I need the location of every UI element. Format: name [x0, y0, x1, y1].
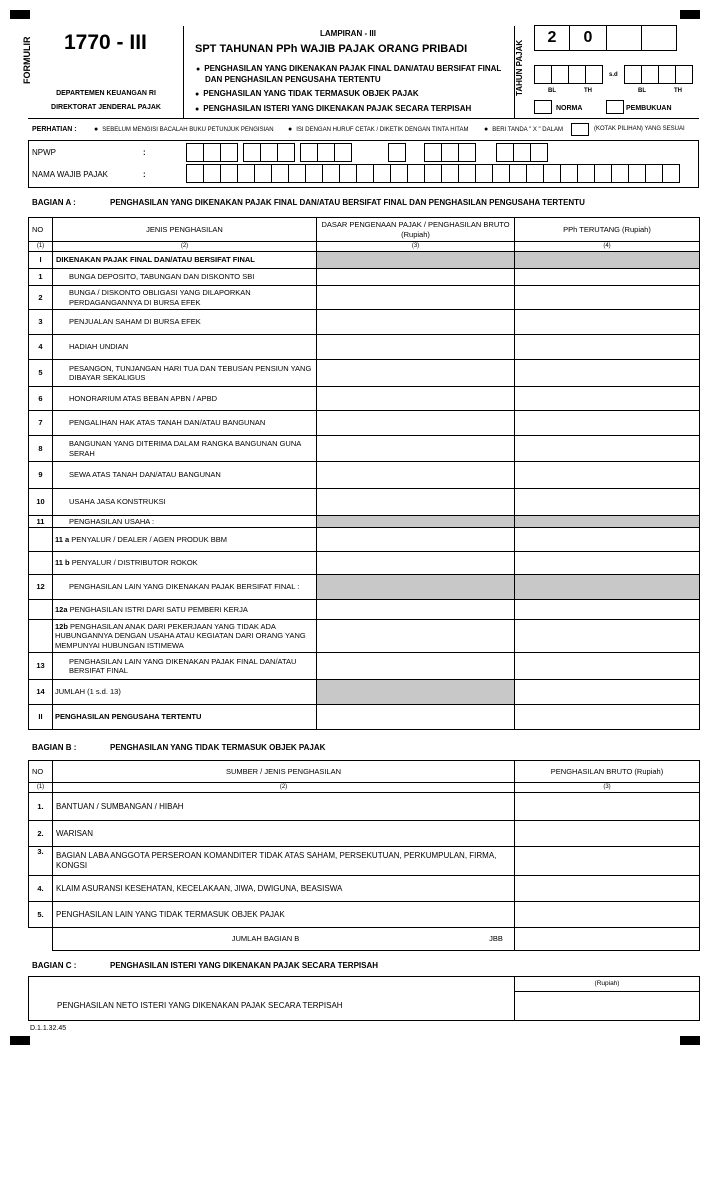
row-text: PENGALIHAN HAK ATAS TANAH DAN/ATAU BANGUNAN — [53, 411, 317, 436]
npwp-boxes[interactable] — [186, 143, 237, 162]
row-no: 2. — [29, 821, 53, 847]
amount-field[interactable] — [317, 705, 515, 730]
amount-field[interactable] — [317, 600, 515, 620]
row-text: WARISAN — [53, 821, 515, 847]
col-number: (2) — [53, 242, 317, 252]
table-row — [29, 552, 700, 575]
amount-field[interactable] — [317, 286, 515, 310]
shaded-cell — [317, 252, 515, 269]
row-no-blank — [29, 528, 53, 552]
registration-mark — [10, 1036, 30, 1045]
form-code: D.1.1.32.45 — [30, 1025, 67, 1032]
bagian-c-title: PENGHASILAN ISTERI YANG DIKENAKAN PAJAK SECARA TERPISAH — [110, 961, 379, 970]
table-row — [29, 600, 700, 620]
col-number: (2) — [53, 783, 515, 793]
table-row — [29, 310, 700, 335]
year-digit-box[interactable]: 0 — [569, 25, 607, 51]
period-label: TH — [674, 88, 682, 94]
row-text: BAGIAN LABA ANGGOTA PERSEROAN KOMANDITER TIDAK ATAS SAHAM, PERSEKUTUAN, PERKUMPULAN, FIRMA, KONGSI — [53, 847, 515, 876]
amount-field[interactable] — [317, 310, 515, 335]
row-no-blank — [29, 620, 53, 653]
norma-label: NORMA — [556, 105, 583, 112]
row-text: 11 a PENYALUR / DEALER / AGEN PRODUK BBM — [53, 528, 317, 552]
row-no: 10 — [29, 489, 53, 516]
colon: : — [143, 170, 146, 179]
row-no: 12 — [29, 575, 53, 600]
bullet-item: ● PENGHASILAN ISTERI YANG DIKENAKAN PAJAK SECARA TERPISAH — [195, 104, 507, 115]
registration-mark — [680, 10, 700, 19]
row-no: 9 — [29, 462, 53, 489]
row-text: PESANGON, TUNJANGAN HARI TUA DAN TEBUSAN PENSIUN YANG DIBAYAR SEKALIGUS — [53, 360, 317, 387]
col-number: (3) — [317, 242, 515, 252]
row-no: 3. — [29, 847, 53, 876]
row-no: I — [29, 252, 53, 269]
total-row — [29, 928, 700, 951]
amount-field[interactable] — [515, 653, 700, 680]
table-row — [29, 705, 700, 730]
period-label: BL — [638, 88, 646, 94]
bagian-a-title: PENGHASILAN YANG DIKENAKAN PAJAK FINAL DAN/ATAU BERSIFAT FINAL DAN PENGHASILAN PENGUSAHA TERTENTU — [110, 198, 585, 207]
bullet-item: ● PENGHASILAN YANG TIDAK TERMASUK OBJEK PAJAK — [195, 89, 507, 100]
row-text: HONORARIUM ATAS BEBAN APBN / APBD — [53, 387, 317, 411]
amount-field[interactable] — [515, 876, 700, 902]
col-header: PENGHASILAN BRUTO (Rupiah) — [515, 761, 700, 783]
table-row — [29, 876, 700, 902]
table-row — [29, 411, 700, 436]
table-row — [29, 575, 700, 600]
shaded-cell — [317, 516, 515, 528]
table-row — [29, 489, 700, 516]
table-row — [29, 992, 700, 1021]
period-end-boxes[interactable] — [624, 65, 692, 84]
directorate: DIREKTORAT JENDERAL PAJAK — [51, 104, 161, 111]
bagian-b-table — [28, 760, 700, 951]
row-text: 12a PENGHASILAN ISTRI DARI SATU PEMBERI KERJA — [53, 600, 317, 620]
notice-item: ● SEBELUM MENGISI BACALAH BUKU PETUNJUK PENGISIAN — [94, 126, 274, 133]
registration-mark — [10, 10, 30, 19]
bagian-b-label: BAGIAN B : — [32, 743, 77, 752]
total-code: JBB — [489, 934, 503, 944]
table-row — [29, 793, 700, 821]
npwp-label: NPWP — [32, 148, 56, 157]
table-row — [29, 335, 700, 360]
amount-field[interactable] — [317, 360, 515, 387]
table-row — [29, 387, 700, 411]
header-bullets — [195, 64, 507, 114]
amount-field[interactable] — [317, 387, 515, 411]
table-row — [29, 680, 700, 705]
row-text: PENGHASILAN LAIN YANG TIDAK TERMASUK OBJEK PAJAK — [53, 902, 515, 928]
row-text: PENGHASILAN USAHA : — [53, 516, 317, 528]
table-row — [29, 847, 700, 876]
row-text: KLAIM ASURANSI KESEHATAN, KECELAKAAN, JIWA, DWIGUNA, BEASISWA — [53, 876, 515, 902]
shaded-cell — [515, 252, 700, 269]
blank-cell — [29, 977, 515, 992]
bagian-a-table — [28, 217, 700, 730]
row-no: II — [29, 705, 53, 730]
row-no-blank — [29, 600, 53, 620]
amount-field[interactable] — [515, 793, 700, 821]
amount-field[interactable] — [317, 462, 515, 489]
amount-field[interactable] — [515, 387, 700, 411]
notice-item: ● BERI TANDA " X " DALAM — [484, 126, 563, 133]
period-separator: s.d — [609, 72, 618, 78]
row-no: 7 — [29, 411, 53, 436]
colon: : — [143, 148, 146, 157]
amount-field[interactable] — [317, 620, 515, 653]
amount-field[interactable] — [317, 335, 515, 360]
row-text: JUMLAH (1 s.d. 13) — [53, 680, 317, 705]
amount-field[interactable] — [515, 462, 700, 489]
period-label: TH — [584, 88, 592, 94]
row-text: PENGHASILAN LAIN YANG DIKENAKAN PAJAK FINAL DAN/ATAU BERSIFAT FINAL — [53, 653, 317, 680]
amount-field[interactable] — [515, 902, 700, 928]
row-no: 5. — [29, 902, 53, 928]
notice-label: PERHATIAN : — [32, 126, 77, 133]
amount-field[interactable] — [515, 411, 700, 436]
row-text: BUNGA / DISKONTO OBLIGASI YANG DILAPORKAN PERDAGANGANNYA DI BURSA EFEK — [53, 286, 317, 310]
row-no: 8 — [29, 436, 53, 462]
row-text: SEWA ATAS TANAH DAN/ATAU BANGUNAN — [53, 462, 317, 489]
amount-field[interactable] — [515, 620, 700, 653]
table-row — [29, 821, 700, 847]
npwp-boxes[interactable] — [424, 143, 475, 162]
amount-field[interactable] — [515, 310, 700, 335]
period-label: BL — [548, 88, 556, 94]
row-text: PENJUALAN SAHAM DI BURSA EFEK — [53, 310, 317, 335]
row-no: 4 — [29, 335, 53, 360]
amount-field[interactable] — [317, 269, 515, 286]
total-amount-field[interactable] — [515, 928, 700, 951]
table-row — [29, 436, 700, 462]
total-label: JUMLAH BAGIAN B — [231, 934, 300, 944]
row-text: BANTUAN / SUMBANGAN / HIBAH — [53, 793, 515, 821]
bagian-b-title: PENGHASILAN YANG TIDAK TERMASUK OBJEK PAJAK — [110, 743, 326, 752]
amount-field[interactable] — [515, 847, 700, 876]
amount-field[interactable] — [317, 528, 515, 552]
form-title: SPT TAHUNAN PPh WAJIB PAJAK ORANG PRIBADI — [195, 43, 468, 55]
department: DEPARTEMEN KEUANGAN RI — [56, 90, 156, 97]
row-no-blank — [29, 552, 53, 575]
table-row — [29, 902, 700, 928]
pembukuan-label: PEMBUKUAN — [626, 105, 672, 112]
row-text: 12b PENGHASILAN ANAK DARI PEKERJAAN YANG TIDAK ADA HUBUNGANNYA DENGAN USAHA ATAU KEGIATAN DARI ORANG YANG MEMPUNYAI HUBUNGAN ISTIMEWA — [53, 620, 317, 653]
registration-mark — [680, 1036, 700, 1045]
row-no: 13 — [29, 653, 53, 680]
total-label-cell — [53, 928, 515, 951]
row-no: 1 — [29, 269, 53, 286]
amount-field[interactable] — [515, 528, 700, 552]
lampiran-label: LAMPIRAN - III — [320, 29, 376, 38]
divider — [28, 118, 699, 119]
amount-field[interactable] — [317, 552, 515, 575]
row-no: 2 — [29, 286, 53, 310]
npwp-boxes[interactable] — [388, 143, 405, 162]
npwp-boxes[interactable] — [243, 143, 294, 162]
row-text: BUNGA DEPOSITO, TABUNGAN DAN DISKONTO SBI — [53, 269, 317, 286]
table-row — [29, 360, 700, 387]
amount-field[interactable] — [515, 680, 700, 705]
amount-field[interactable] — [515, 821, 700, 847]
row-no: 11 — [29, 516, 53, 528]
year-digit-box[interactable] — [641, 25, 677, 51]
table-row — [29, 528, 700, 552]
col-header: NO — [29, 761, 53, 783]
row-text: HADIAH UNDIAN — [53, 335, 317, 360]
col-header: JENIS PENGHASILAN — [53, 218, 317, 242]
row-text: PENGHASILAN LAIN YANG DIKENAKAN PAJAK BERSIFAT FINAL : — [53, 575, 317, 600]
amount-field[interactable] — [317, 489, 515, 516]
col-number: (1) — [29, 783, 53, 793]
col-header: NO — [29, 218, 53, 242]
col-header: DASAR PENGENAAN PAJAK / PENGHASILAN BRUTO (Rupiah) — [317, 218, 515, 242]
row-text: PENGHASILAN NETO ISTERI YANG DIKENAKAN PAJAK SECARA TERPISAH — [29, 992, 515, 1021]
npwp-boxes[interactable] — [300, 143, 351, 162]
pembukuan-checkbox[interactable] — [606, 100, 624, 114]
amount-field[interactable] — [317, 653, 515, 680]
col-header: SUMBER / JENIS PENGHASILAN — [53, 761, 515, 783]
amount-field[interactable] — [515, 552, 700, 575]
notice-item: ● ISI DENGAN HURUF CETAK / DIKETIK DENGAN TINTA HITAM — [288, 126, 468, 133]
table-row — [29, 286, 700, 310]
col-header: PPh TERUTANG (Rupiah) — [515, 218, 700, 242]
amount-field[interactable] — [515, 360, 700, 387]
row-no: 6 — [29, 387, 53, 411]
shaded-cell — [317, 575, 515, 600]
amount-field[interactable] — [515, 335, 700, 360]
nama-label: NAMA WAJIB PAJAK — [32, 170, 109, 179]
shaded-cell — [317, 680, 515, 705]
amount-field[interactable] — [515, 705, 700, 730]
amount-field[interactable] — [515, 286, 700, 310]
amount-field[interactable] — [515, 489, 700, 516]
row-text: USAHA JASA KONSTRUKSI — [53, 489, 317, 516]
example-checkbox — [571, 123, 589, 136]
row-text: DIKENAKAN PAJAK FINAL DAN/ATAU BERSIFAT FINAL — [53, 252, 317, 269]
amount-field[interactable] — [515, 600, 700, 620]
table-row — [29, 653, 700, 680]
divider — [183, 26, 184, 118]
norma-checkbox[interactable] — [534, 100, 552, 114]
nama-boxes[interactable] — [186, 164, 679, 183]
table-row — [29, 269, 700, 286]
table-row — [29, 516, 700, 528]
npwp-boxes[interactable] — [496, 143, 547, 162]
amount-field[interactable] — [317, 411, 515, 436]
amount-field[interactable] — [515, 436, 700, 462]
col-number: (1) — [29, 242, 53, 252]
tahun-pajak-label: TAHUN PAJAK — [515, 39, 524, 97]
unit-label: (Rupiah) — [515, 977, 700, 992]
row-text: 11 b PENYALUR / DISTRIBUTOR ROKOK — [53, 552, 317, 575]
row-text: BANGUNAN YANG DITERIMA DALAM RANGKA BANGUNAN GUNA SERAH — [53, 436, 317, 462]
bagian-a-label: BAGIAN A : — [32, 198, 76, 207]
shaded-cell — [515, 575, 700, 600]
form-number: 1770 - III — [64, 31, 147, 54]
amount-field[interactable] — [515, 992, 700, 1021]
period-start-boxes[interactable] — [534, 65, 602, 84]
notice-item: (KOTAK PILIHAN) YANG SESUAI — [594, 126, 685, 132]
row-no: 14 — [29, 680, 53, 705]
blank-cell — [29, 928, 53, 951]
amount-field[interactable] — [317, 436, 515, 462]
row-no: 3 — [29, 310, 53, 335]
table-row — [29, 620, 700, 653]
table-row — [29, 252, 700, 269]
year-digit-box[interactable] — [606, 25, 642, 51]
formulir-label: FORMULIR — [22, 36, 32, 84]
col-number: (3) — [515, 783, 700, 793]
row-text: PENGHASILAN PENGUSAHA TERTENTU — [53, 705, 317, 730]
table-row — [29, 462, 700, 489]
col-number: (4) — [515, 242, 700, 252]
row-no: 1. — [29, 793, 53, 821]
row-no: 5 — [29, 360, 53, 387]
row-no: 4. — [29, 876, 53, 902]
bagian-c-label: BAGIAN C : — [32, 961, 77, 970]
bagian-c-table — [28, 976, 700, 1021]
amount-field[interactable] — [515, 269, 700, 286]
year-digit-box[interactable]: 2 — [534, 25, 570, 51]
bullet-item: ● PENGHASILAN YANG DIKENAKAN PAJAK FINAL DAN/ATAU BERSIFAT FINAL DAN PENGHASILAN PENGUSAHA TERTENTU — [195, 64, 507, 85]
shaded-cell — [515, 516, 700, 528]
